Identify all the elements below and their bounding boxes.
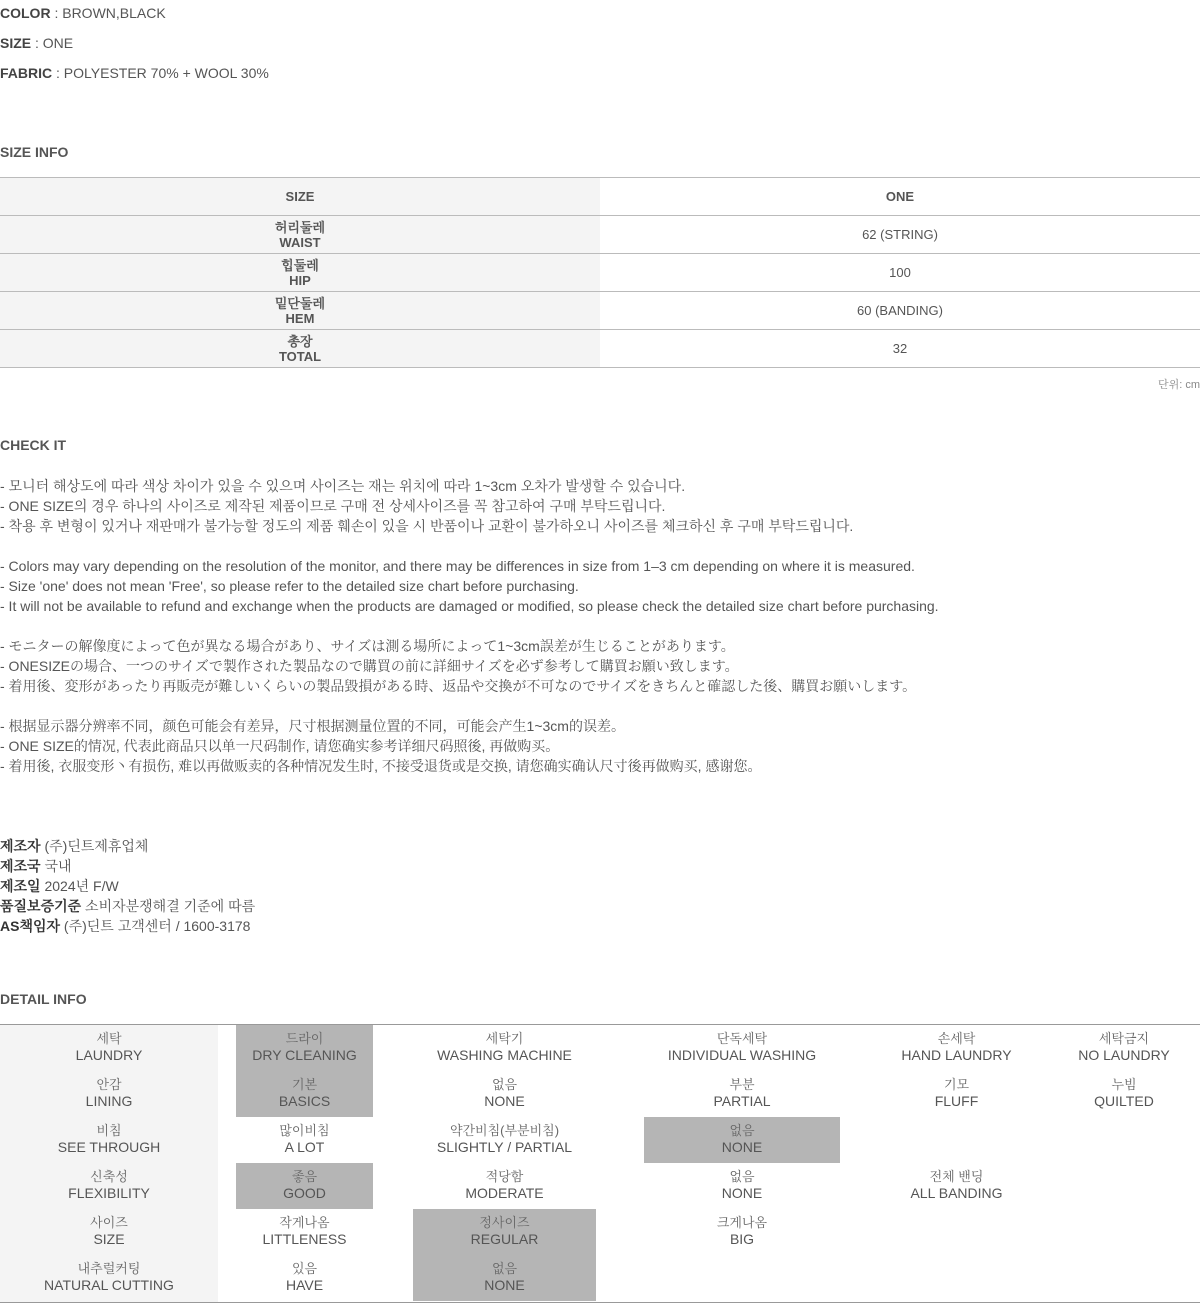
spec-size [0, 35, 73, 51]
detail-label-en: LINING [85, 1093, 133, 1109]
size-row-en: WAIST [279, 234, 321, 250]
check-line: - 모니터 해상도에 따라 색상 차이가 있을 수 있으며 사이즈는 재는 위치에 따라 1~3cm 오차가 발생할 수 있습니다. [0, 478, 686, 494]
check-line: - ONESIZEの場合、一つのサイズで製作された製品なので購買の前に詳細サイズを必ず参考して購買お願い致します。 [0, 658, 739, 674]
table-row [0, 216, 1200, 254]
detail-option [413, 1209, 596, 1255]
size-info-title: SIZE INFO [0, 144, 69, 160]
detail-option [644, 1209, 840, 1255]
detail-option [236, 1071, 373, 1117]
check-line: - 着用後, 衣服变形丶有损伤, 难以再做贩卖的各种情况发生时, 不接受退货或是交换, 请您确实确认尺寸後再做购买, 感谢您。 [0, 758, 762, 774]
detail-label-en: FLEXIBILITY [68, 1185, 150, 1201]
detail-option [413, 1071, 596, 1117]
size-table [0, 177, 1200, 368]
check-line: - ONE SIZE的情况, 代表此商品只以单一尺码制作, 请您确实参考详细尺码照後, 再做购买。 [0, 738, 560, 754]
detail-label-en: BASICS [278, 1093, 331, 1109]
detail-label-kr: 신축성 [90, 1169, 128, 1184]
detail-label-en: NATURAL CUTTING [44, 1277, 174, 1293]
size-row-label [0, 292, 600, 330]
detail-label-en: QUILTED [1094, 1093, 1154, 1109]
detail-label-en: NO LAUNDRY [1078, 1047, 1170, 1063]
detail-option [413, 1025, 596, 1071]
maker-line [0, 916, 255, 936]
size-row-label [0, 330, 600, 368]
detail-option [1048, 1071, 1200, 1117]
detail-option [236, 1025, 373, 1071]
size-row-value: 62 (STRING) [600, 216, 1200, 254]
maker-line [0, 836, 255, 856]
detail-row-label [0, 1025, 218, 1071]
spec-size-value: : ONE [31, 35, 74, 51]
check-it-notes [0, 476, 939, 776]
size-row-value: 60 (BANDING) [600, 292, 1200, 330]
detail-option [236, 1163, 373, 1209]
detail-label-kr: 없음 [729, 1169, 755, 1184]
table-row [0, 254, 1200, 292]
detail-option [644, 1163, 840, 1209]
detail-label-kr: 작게나옴 [279, 1215, 330, 1230]
detail-label-en: LAUNDRY [75, 1047, 143, 1063]
detail-label-en: DRY CLEANING [252, 1047, 357, 1063]
check-line [0, 696, 939, 716]
spec-color-label: COLOR [0, 5, 51, 21]
size-row-en: HEM [285, 310, 315, 326]
detail-label-en: INDIVIDUAL WASHING [667, 1047, 817, 1063]
detail-label-en: SIZE [93, 1231, 125, 1247]
detail-label-kr: 기모 [943, 1077, 970, 1092]
detail-label-en: WASHING MACHINE [437, 1047, 572, 1063]
size-row-kr: 밑단둘레 [274, 295, 326, 311]
detail-option [413, 1117, 596, 1163]
detail-label-kr: 없음 [491, 1077, 518, 1092]
detail-grid [0, 1024, 1200, 1303]
detail-label-en: HAND LAUNDRY [901, 1047, 1012, 1063]
spec-fabric [0, 65, 269, 81]
size-row-kr: 총장 [287, 333, 313, 349]
detail-label-en: HAVE [285, 1277, 324, 1293]
size-header-value: ONE [600, 178, 1200, 216]
detail-label-kr: 누빔 [1111, 1077, 1137, 1092]
detail-label-en: MODERATE [465, 1185, 544, 1201]
detail-label-kr: 단독세탁 [716, 1031, 768, 1046]
detail-row-label [0, 1117, 218, 1163]
check-line [0, 616, 939, 636]
table-row [0, 330, 1200, 368]
detail-row-label [0, 1071, 218, 1117]
maker-line [0, 876, 255, 896]
maker-label: 제조일 [0, 878, 41, 894]
detail-row-label [0, 1163, 218, 1209]
detail-label-kr: 세탁금지 [1098, 1031, 1150, 1046]
maker-value: 국내 [40, 858, 72, 874]
detail-label-kr: 크게나옴 [716, 1215, 768, 1230]
spec-size-label: SIZE [0, 35, 32, 51]
check-line [0, 536, 939, 556]
spec-color-value: : BROWN,BLACK [50, 5, 166, 21]
spec-fabric-label: FABRIC [0, 65, 53, 81]
check-line: - It will not be available to refund and exchange when the products are damaged or modified, so please check the detailed size chart before purchasing. [0, 598, 939, 614]
detail-label-kr: 기본 [291, 1077, 318, 1092]
detail-label-kr: 좋음 [291, 1169, 318, 1184]
check-line: - Size 'one' does not mean 'Free', so please refer to the detailed size chart before purchasing. [0, 578, 579, 594]
check-line: - Colors may vary depending on the resolution of the monitor, and there may be differences in size from 1–3 cm depending on where it is measured. [0, 558, 915, 574]
check-line: - ONE SIZE의 경우 하나의 사이즈로 제작된 제품이므로 구매 전 상세사이즈를 꼭 참고하여 구매 부탁드립니다. [0, 498, 666, 514]
detail-label-kr: 비침 [96, 1123, 122, 1138]
detail-label-kr: 정사이즈 [479, 1215, 530, 1230]
detail-label-en: SLIGHTLY / PARTIAL [436, 1139, 573, 1155]
detail-label-en: ALL BANDING [910, 1185, 1003, 1201]
detail-label-kr: 있음 [291, 1261, 318, 1276]
maker-value: 소비자분쟁해결 기준에 따름 [81, 898, 256, 914]
maker-line [0, 896, 255, 916]
detail-label-kr: 사이즈 [90, 1215, 128, 1230]
maker-label: 제조국 [0, 858, 41, 874]
detail-option [1048, 1025, 1200, 1071]
maker-value: (주)딘트 고객센터 / 1600-3178 [60, 918, 251, 934]
maker-label: AS책임자 [0, 918, 61, 934]
detail-info-title: DETAIL INFO [0, 991, 87, 1007]
detail-label-kr: 적당함 [485, 1169, 524, 1184]
detail-option [880, 1163, 1033, 1209]
detail-label-kr: 세탁기 [485, 1031, 524, 1046]
detail-label-kr: 없음 [491, 1261, 518, 1276]
detail-label-en: NONE [721, 1139, 763, 1155]
size-row-value: 32 [600, 330, 1200, 368]
detail-option [644, 1025, 840, 1071]
detail-label-en: PARTIAL [713, 1093, 771, 1109]
size-table-header [0, 178, 1200, 216]
spec-fabric-value: : POLYESTER 70% + WOOL 30% [52, 65, 269, 81]
detail-label-en: LITTLENESS [262, 1231, 347, 1247]
detail-option [644, 1117, 840, 1163]
detail-label-kr: 세탁 [96, 1031, 122, 1046]
size-row-en: TOTAL [278, 348, 322, 364]
detail-label-en: SEE THROUGH [57, 1139, 161, 1155]
detail-option [644, 1071, 840, 1117]
detail-label-kr: 안감 [96, 1077, 122, 1092]
check-line: - 根据显示器分辨率不同，颜色可能会有差异，尺寸根据测量位置的不同，可能会产生1~3cm的误差。 [0, 718, 625, 734]
size-row-en: HIP [289, 272, 311, 288]
table-row [0, 292, 1200, 330]
detail-label-kr: 전체 밴딩 [929, 1169, 984, 1184]
maker-value: 2024년 F/W [40, 878, 119, 894]
detail-option [236, 1255, 373, 1301]
detail-label-kr: 손세탁 [937, 1031, 976, 1046]
size-row-label [0, 254, 600, 292]
detail-label-kr: 없음 [729, 1123, 755, 1138]
maker-label: 제조자 [0, 838, 41, 854]
detail-row-label [0, 1209, 218, 1255]
detail-option [413, 1255, 596, 1301]
size-row-label [0, 216, 600, 254]
spec-color [0, 5, 166, 21]
check-line: - モニターの解像度によって色が異なる場合があり、サイズは測る場所によって1~3cm誤差が生じることがあります。 [0, 638, 735, 654]
detail-option [880, 1025, 1033, 1071]
check-line: - 着用後、変形があったり再販売が難しいくらいの製品毀損がある時、返品や交換が不可なのでサイズをきちんと確認した後、購買お願いします。 [0, 678, 917, 694]
detail-label-en: REGULAR [470, 1231, 539, 1247]
size-row-kr: 허리둘레 [274, 219, 326, 235]
detail-option [413, 1163, 596, 1209]
size-unit: 단위: cm [1157, 379, 1200, 391]
detail-label-en: GOOD [283, 1185, 326, 1201]
check-it-title: CHECK IT [0, 437, 67, 453]
maker-value: (주)딘트제휴업체 [40, 838, 149, 854]
detail-row-label [0, 1255, 218, 1301]
check-line: - 착용 후 변형이 있거나 재판매가 불가능할 정도의 제품 훼손이 있을 시 반품이나 교환이 불가하오니 사이즈를 체크하신 후 구매 부탁드립니다. [0, 518, 854, 534]
detail-label-en: A LOT [284, 1139, 325, 1155]
detail-label-en: BIG [729, 1231, 755, 1247]
detail-option [880, 1071, 1033, 1117]
detail-label-kr: 많이비침 [279, 1123, 330, 1138]
detail-option [236, 1117, 373, 1163]
maker-line [0, 856, 255, 876]
detail-option [236, 1209, 373, 1255]
size-row-value: 100 [600, 254, 1200, 292]
detail-label-en: NONE [721, 1185, 763, 1201]
maker-label: 품질보증기준 [0, 898, 82, 914]
detail-label-kr: 내추럴커팅 [77, 1261, 141, 1276]
detail-label-en: NONE [484, 1093, 525, 1109]
detail-label-kr: 부분 [729, 1077, 755, 1092]
detail-label-kr: 약간비침(부분비침) [449, 1123, 560, 1138]
size-row-kr: 힙둘레 [281, 257, 319, 273]
detail-label-kr: 드라이 [285, 1031, 324, 1046]
detail-label-en: NONE [484, 1277, 525, 1293]
detail-label-en: FLUFF [934, 1093, 979, 1109]
maker-info [0, 836, 255, 936]
size-header-label: SIZE [0, 178, 600, 216]
